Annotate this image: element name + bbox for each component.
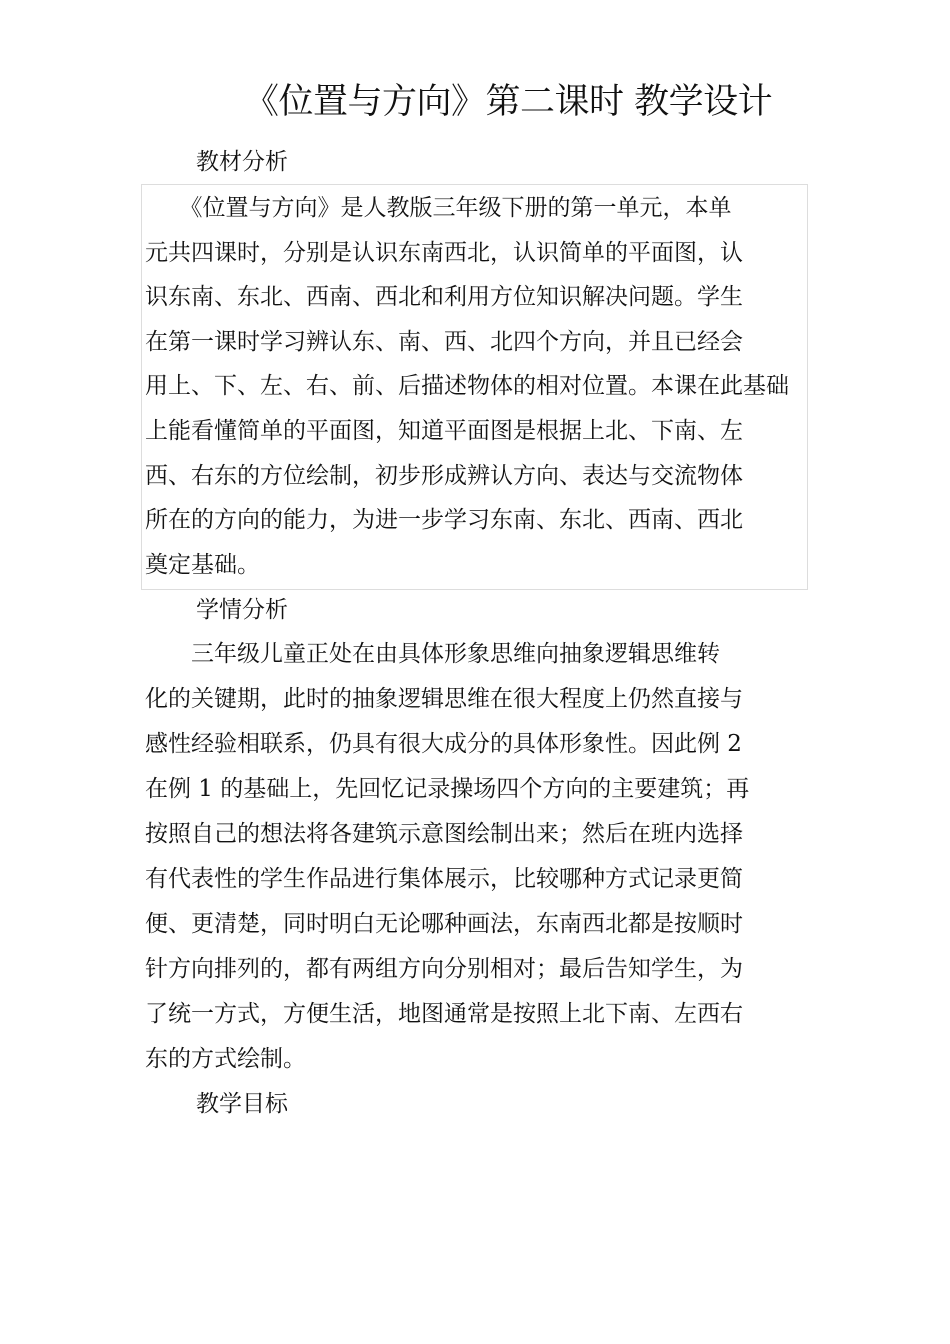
- paragraph-line: 在例 1 的基础上，先回忆记录操场四个方向的主要建筑；再: [145, 776, 750, 802]
- paragraph-line: 针方向排列的，都有两组方向分别相对；最后告知学生，为: [145, 956, 743, 982]
- paragraph-line: 化的关键期，此时的抽象逻辑思维在很大程度上仍然直接与: [145, 686, 743, 712]
- paragraph-line: 元共四课时，分别是认识东南西北，认识简单的平面图，认: [145, 239, 743, 266]
- paragraph-line: 《位置与方向》是人教版三年级下册的第一单元，本单: [145, 195, 732, 221]
- paragraph-line: 有代表性的学生作品进行集体展示，比较哪种方式记录更简: [145, 866, 743, 892]
- paragraph-line: 东的方式绘制。: [145, 1046, 306, 1072]
- paragraph-line: 上能看懂简单的平面图，知道平面图是根据上北、下南、左: [145, 418, 743, 444]
- paragraph-line: 用上、下、左、右、前、后描述物体的相对位置。本课在此基础: [145, 373, 789, 400]
- paragraph-line: 西、右东的方位绘制，初步形成辨认方向、表达与交流物体: [145, 462, 743, 489]
- paragraph-line: 按照自己的想法将各建筑示意图绘制出来；然后在班内选择: [145, 821, 743, 847]
- section-heading-textbook-analysis: 教材分析: [196, 149, 288, 175]
- section-heading-learner-analysis: 学情分析: [196, 597, 288, 623]
- paragraph-line: 了统一方式，方便生活，地图通常是按照上北下南、左西右: [145, 1001, 743, 1027]
- section-heading-teaching-objectives: 教学目标: [196, 1091, 288, 1117]
- paragraph-line: 识东南、东北、西南、西北和利用方位知识解决问题。学生: [145, 284, 743, 311]
- paragraph-line: 在第一课时学习辨认东、南、西、北四个方向，并且已经会: [145, 328, 743, 355]
- paragraph-line: 奠定基础。: [145, 551, 260, 578]
- paragraph-line: 便、更清楚，同时明白无论哪种画法，东南西北都是按顺时: [145, 911, 743, 937]
- document-title: 《位置与方向》第二课时 教学设计: [244, 82, 773, 122]
- paragraph-line: 感性经验相联系，仍具有很大成分的具体形象性。因此例 2: [145, 731, 742, 757]
- paragraph-line: 三年级儿童正处在由具体形象思维向抽象逻辑思维转: [145, 641, 720, 667]
- paragraph-line: 所在的方向的能力，为进一步学习东南、东北、西南、西北: [145, 507, 743, 534]
